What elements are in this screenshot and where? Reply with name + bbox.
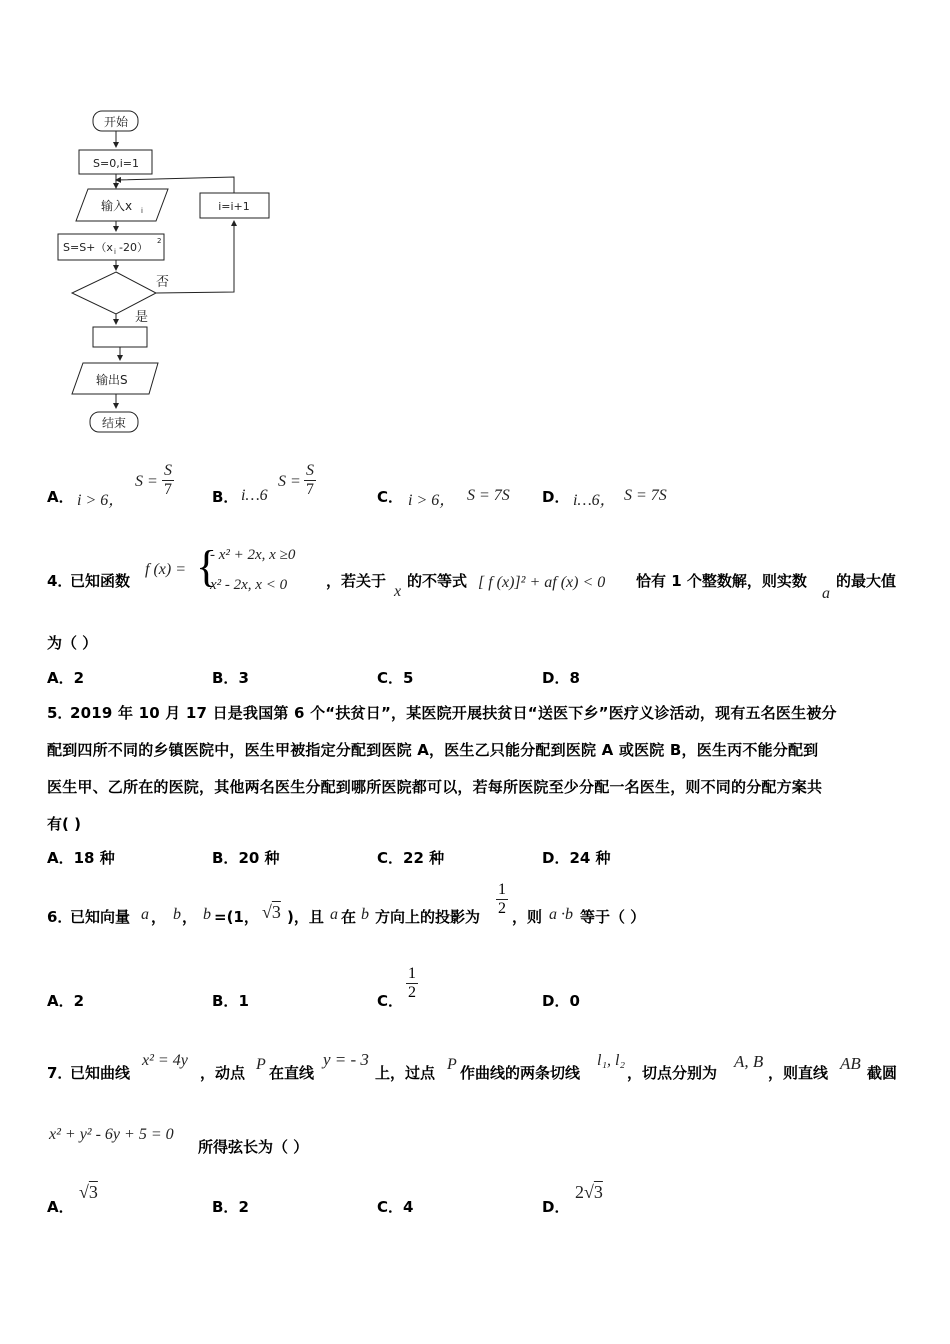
q4-case1: - x² + 2x, x ≥0	[210, 547, 296, 563]
q4-fx: f (x) =	[145, 561, 186, 578]
end-label: 结束	[101, 416, 127, 430]
q7-text4: 上，过点	[375, 1064, 436, 1082]
q7-option-c: C．4	[377, 1198, 414, 1216]
q3-option-b-letter: B．	[212, 488, 239, 506]
q3-option-b-frac	[304, 462, 316, 499]
q6-sqrt3: √3	[262, 902, 281, 922]
q4-mid2: 的不等式	[407, 572, 468, 590]
q5-option-b: B．20 种	[212, 849, 280, 867]
q7-option-d-expr: 2√3	[575, 1182, 603, 1202]
q7-option-a-sqrt: √3	[79, 1182, 98, 1202]
init-label: S=0,i=1	[93, 157, 139, 170]
q6-option-a: A．2	[47, 992, 85, 1010]
q4-mid3: 恰有 1 个整数解，则实数	[636, 572, 807, 590]
q6-vec-b: b	[173, 906, 181, 923]
q6-proj-num: 1	[498, 881, 506, 898]
q5-line3: 医生甲、乙所在的医院，其他两名医生分配到哪所医院都可以，若每所医院至少分配一名医生，则不同的分配方案共	[47, 778, 823, 796]
q4-var-x: x	[394, 583, 402, 600]
q4-option-b: B．3	[212, 669, 249, 687]
q3-a-num: S	[164, 462, 172, 479]
q6-comma: ，	[151, 908, 167, 926]
q4-option-c: C．5	[377, 669, 414, 687]
q6-text2: ，	[182, 908, 198, 926]
q3-option-b-lhs: S =	[278, 473, 301, 490]
q6-text5: 在	[341, 908, 357, 926]
update-label: S=S+（x	[63, 241, 113, 254]
q6-text3: =(1，	[214, 908, 259, 926]
q7-text9: 所得弦长为（ ）	[198, 1138, 309, 1156]
q5-line2: 配到四所不同的乡镇医院中，医生甲被指定分配到医院 A，医生乙只能分配到医院 A 或医院 B，医生丙不能分配到	[47, 741, 819, 759]
q6-number: 6．	[47, 908, 73, 926]
empty-box	[93, 327, 147, 347]
q4-lead: 已知函数	[70, 572, 131, 590]
q7-points: A, B	[734, 1052, 764, 1071]
q7-text8: 截圆	[867, 1064, 898, 1082]
q7-text2: ，动点	[200, 1064, 246, 1082]
q3-option-a-letter: A．	[47, 488, 74, 506]
yes-label: 是	[135, 310, 149, 325]
update-sup: 2	[157, 237, 162, 245]
q6-text1: 已知向量	[70, 908, 131, 926]
q3-b-den: 7	[306, 481, 314, 498]
q4-tail: 的最大值	[836, 572, 897, 590]
q3-option-c-cond: i > 6，	[408, 492, 456, 509]
q6-dot: a ·b	[549, 906, 573, 923]
update-tail: -20）	[119, 241, 148, 254]
q4-option-d: D．8	[542, 669, 580, 687]
q7-line: y = - 3	[323, 1050, 369, 1069]
q3-option-c-letter: C．	[377, 488, 404, 506]
q5-line1: 2019 年 10 月 17 日是我国第 6 个“扶贫日”，某医院开展扶贫日“送医下乡”医疗义诊活动，现有五名医生被分	[70, 704, 837, 722]
q3-option-a-lhs: S =	[135, 473, 158, 490]
q3-option-d-letter: D．	[542, 488, 570, 506]
input-sub: i	[141, 207, 143, 215]
q6-text4: )，且	[287, 908, 324, 926]
q4-line2: 为（ ）	[47, 634, 98, 652]
q6-vec-b2: b	[203, 906, 211, 923]
q6-option-d: D．0	[542, 992, 580, 1010]
q3-option-a-frac	[162, 462, 174, 499]
start-label: 开始	[103, 115, 129, 129]
q7-number: 7．	[47, 1064, 73, 1082]
q4-ineq: [ f (x)]² + af (x) < 0	[478, 574, 606, 591]
q3-option-c-expr: S = 7S	[467, 487, 510, 504]
q6-proj-den: 2	[498, 900, 506, 917]
q3-b-num: S	[306, 462, 314, 479]
q6-vec-b3: b	[361, 906, 369, 923]
q7-text5: 作曲线的两条切线	[460, 1064, 581, 1082]
q4-mid1: ，若关于	[326, 572, 387, 590]
q7-P: P	[256, 1056, 266, 1073]
no-label: 否	[156, 275, 170, 290]
q6-text8: 等于（ ）	[580, 908, 646, 926]
update-sub: i	[114, 248, 116, 256]
q3-a-den: 7	[164, 481, 172, 498]
q4-var-a: a	[822, 585, 830, 602]
q3-option-b-cond: i…6	[241, 487, 268, 504]
q6-proj-frac	[496, 881, 508, 918]
q6-text7: ，则	[512, 908, 543, 926]
q3-option-a-cond: i > 6，	[77, 492, 125, 509]
flowchart	[50, 100, 290, 445]
q4-brace: {	[196, 542, 218, 591]
q6-option-b: B．1	[212, 992, 249, 1010]
q7-text3: 在直线	[269, 1064, 315, 1082]
q5-option-d: D．24 种	[542, 849, 611, 867]
q7-text1: 已知曲线	[70, 1064, 131, 1082]
q5-number: 5．	[47, 704, 73, 722]
q7-P2: P	[447, 1056, 457, 1073]
q6-c-num: 1	[408, 965, 416, 982]
q7-option-d-letter: D．	[542, 1198, 570, 1216]
q3-option-d-cond: i…6，	[573, 492, 616, 509]
output-label: 输出S	[96, 373, 128, 387]
q7-text7: ，则直线	[768, 1064, 829, 1082]
q7-tangents: l₁, l₂	[597, 1052, 626, 1069]
q6-c-den: 2	[408, 984, 416, 1001]
q7-AB: AB	[840, 1054, 861, 1073]
q3-option-d-expr: S = 7S	[624, 487, 667, 504]
q4-option-a: A．2	[47, 669, 85, 687]
q4-number: 4．	[47, 572, 73, 590]
q7-circle: x² + y² - 6y + 5 = 0	[49, 1126, 174, 1143]
q7-option-a-letter: A．	[47, 1198, 74, 1216]
q6-vec-a2: a	[330, 906, 338, 923]
q6-option-c-letter: C．	[377, 992, 404, 1010]
decision-diamond	[72, 272, 156, 314]
q6-vec-a: a	[141, 906, 149, 923]
q5-line4: 有( )	[47, 815, 81, 833]
q6-text6: 方向上的投影为	[375, 908, 481, 926]
q5-option-a: A．18 种	[47, 849, 115, 867]
q7-curve: x² = 4y	[142, 1052, 188, 1069]
increment-label: i=i+1	[218, 200, 250, 213]
q7-option-b: B．2	[212, 1198, 249, 1216]
input-label: 输入x	[101, 199, 133, 213]
q7-text6: ，切点分别为	[627, 1064, 718, 1082]
q6-option-c-frac	[406, 965, 418, 1002]
q5-option-c: C．22 种	[377, 849, 445, 867]
q4-case2: x² - 2x, x < 0	[210, 577, 288, 593]
